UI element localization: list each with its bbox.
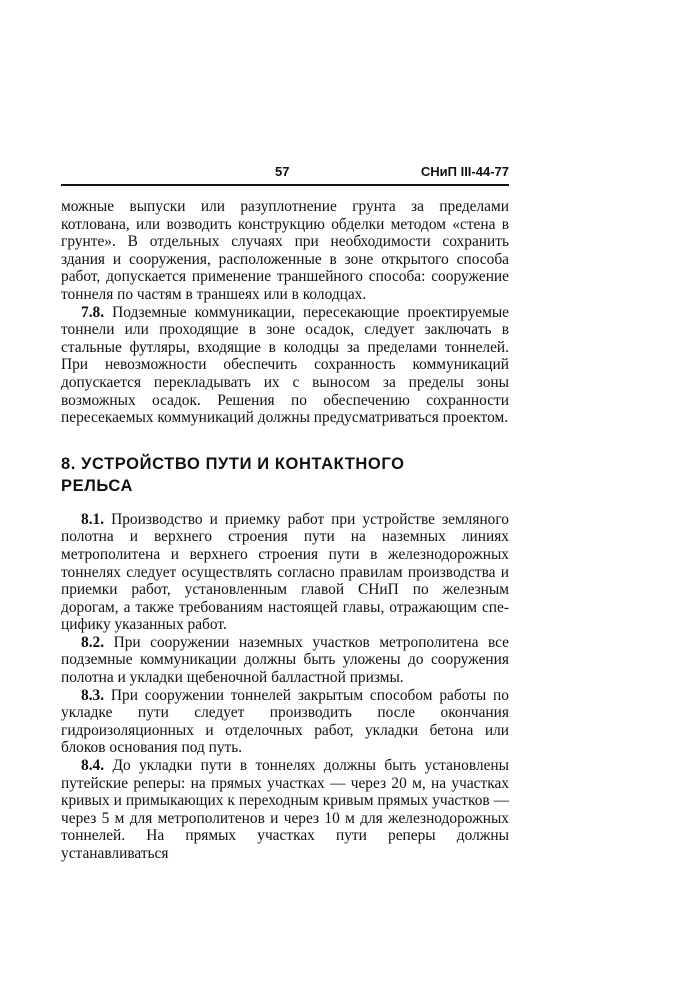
header-rule [61, 184, 509, 186]
section-body-text [61, 511, 509, 863]
section-heading: 8. УСТРОЙСТВО ПУТИ И КОНТАКТНОГО РЕЛЬСА [61, 454, 405, 495]
clause-text: Подземные коммуникации, пересекающие проектируемые тоннели или проходящие в зоне осадок, следует заключать в стальные футляры, входящие в колодцы за пределами тоннелей. При невозможности обеспечить сохранность коммуникаций допускается перекладывать их с выносом за пределы зоны возможных осадок. Решения по обеспечению сохранности пересекаемых коммуникаций должны предусматриваться проектом. [61, 303, 509, 427]
body-text [61, 198, 509, 427]
clause-text: Производство и приемку работ при устройстве земляного полотна и верхнего строения пути на наземных линиях метрополитена и верхнего строения пути в железнодорожных тоннелях следует осуществлять согласно правилам производства и приемки работ, установленным главой СНиП по железным дорогам, а также требованиям настоящей главы, отражающим специфику указанных работ. [61, 510, 509, 634]
running-header [61, 160, 509, 182]
clause-number: 8.4. [81, 757, 105, 775]
paragraph-8-2 [61, 634, 509, 687]
clause-number: 8.3. [81, 686, 105, 704]
clause-text: До укладки пути в тоннелях должны быть установлены путейские реперы: на прямых участках — через 20 м, на участках кривых и примыкающих к переходным кривым прямых участков — через 5 м для метрополитенов и через 10 м для железнодорожных тоннелей. На прямых участках пути реперы должны устанавливаться [61, 757, 509, 862]
clause-number: 7.8. [81, 303, 105, 321]
document-page [61, 160, 509, 863]
document-code: СНиП III-44-77 [420, 164, 509, 179]
clause-number: 8.1. [81, 510, 105, 528]
page-number: 57 [275, 164, 290, 179]
paragraph-8-3 [61, 687, 509, 757]
clause-number: 8.2. [81, 633, 105, 651]
paragraph-continuation: можные выпуски или разуплотнение грунта за пределами котлована, или возводить конструкцию обделки методом «стена в грунте». В отдельных случаях при необходимости сохранить здания и сооружения, расположенные в зоне открытого способа работ, допускается применение траншейного способа: сооружение тоннеля по частям в траншеях или в колодцах. [61, 198, 509, 303]
paragraph-7-8 [61, 304, 509, 427]
clause-text: При сооружении тоннелей закрытым способом работы по укладке пути следует производить после окончания гидроизоляционных и отделочных работ, укладки бетона или блоков основания под путь. [61, 686, 509, 757]
clause-text: При сооружении наземных участков метрополитена все подземные коммуникации должны быть уложены до сооружения полотна и укладки щебеночной балластной призмы. [61, 633, 509, 687]
paragraph-8-1 [61, 511, 509, 634]
paragraph-8-4 [61, 757, 509, 863]
